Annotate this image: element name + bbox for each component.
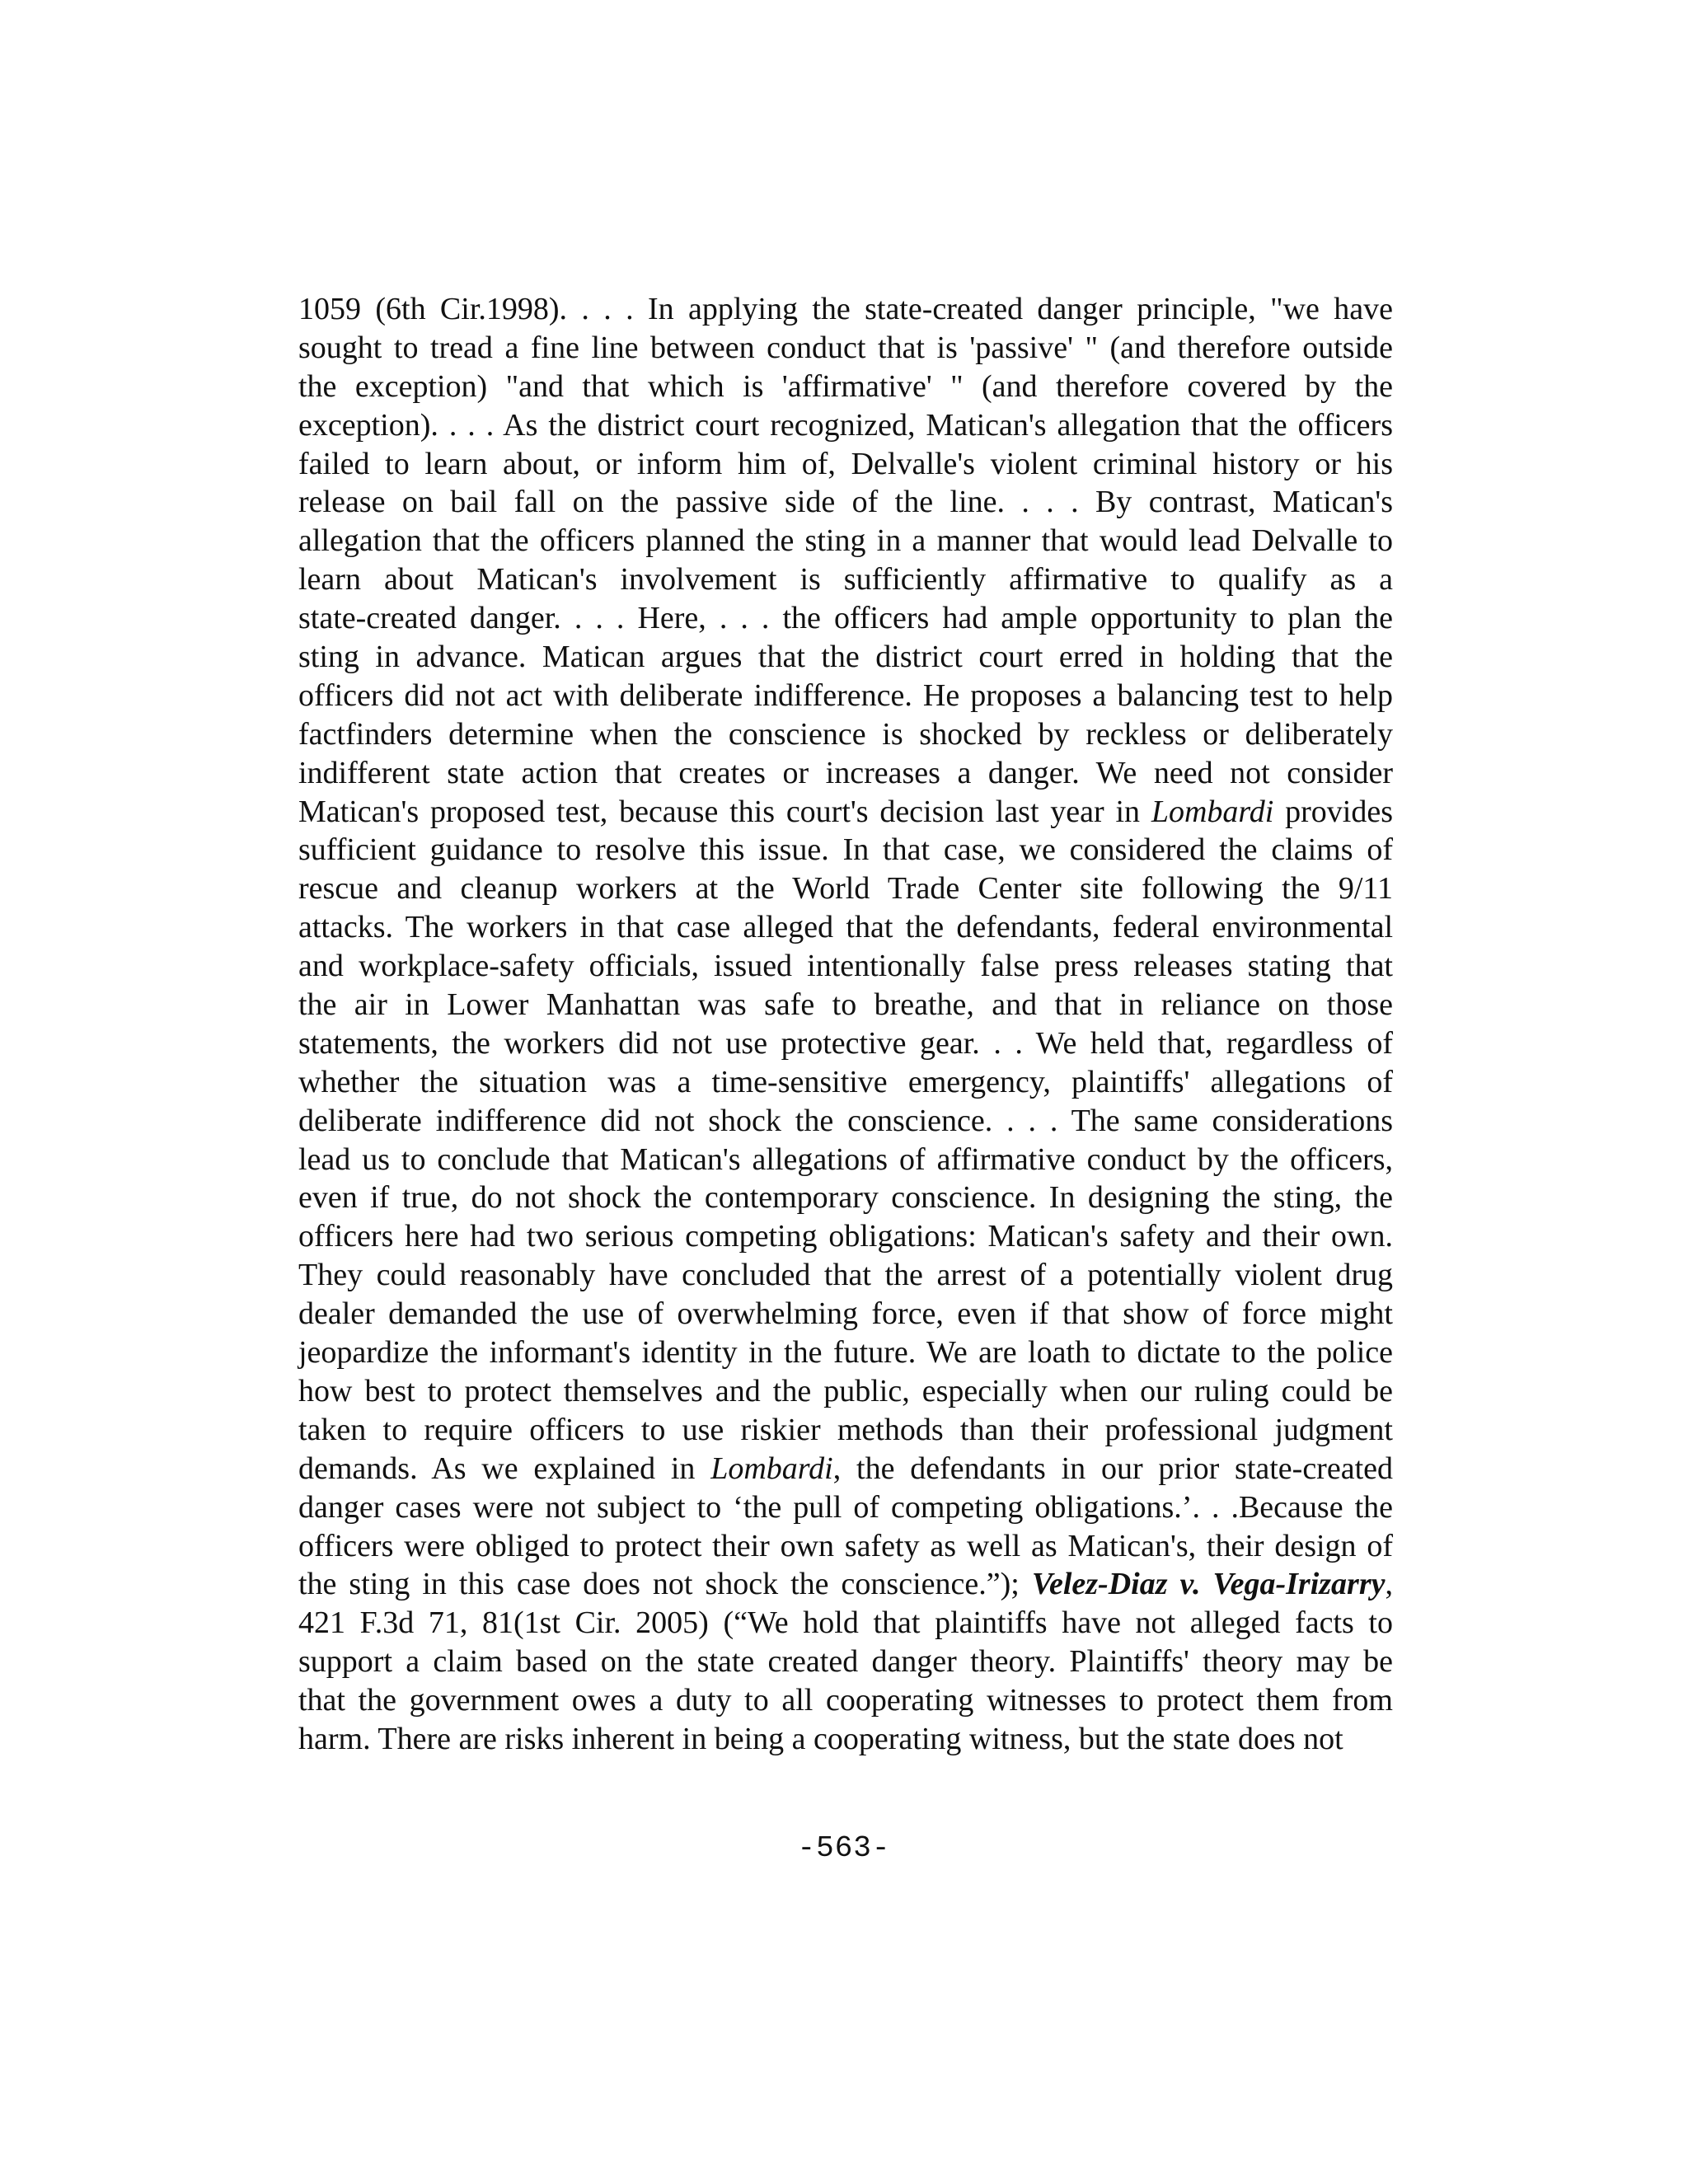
text-line: learn about Matican's involvement is sufficiently affirmative to qualify as a xyxy=(298,562,1393,598)
text-line: 1059 (6th Cir.1998). . . . In applying the state-created danger principle, "we have xyxy=(298,292,1393,326)
text-line: that the government owes a duty to all cooperating witnesses to protect them from xyxy=(298,1683,1393,1718)
text-line: the exception) "and that which is 'affirmative' " (and therefore covered by the xyxy=(298,368,1393,404)
text-segment: , xyxy=(1385,1567,1393,1602)
text-line: sought to tread a fine line between conduct that is 'passive' " (and therefore outside xyxy=(298,330,1393,365)
text-line: release on bail fall on the passive side of the line. . . . By contrast, Matican's xyxy=(298,485,1393,520)
text-line: They could reasonably have concluded that the arrest of a potentially violent drug xyxy=(298,1258,1393,1293)
text-line: even if true, do not shock the contemporary conscience. In designing the sting, the xyxy=(298,1180,1393,1216)
text-line: officers were obliged to protect their own safety as well as Matican's, their design of xyxy=(298,1528,1393,1563)
text-line xyxy=(298,1565,1393,1604)
text-line: lead us to conclude that Matican's allegations of affirmative conduct by the officers, xyxy=(298,1141,1393,1177)
text-line: statements, the workers did not use protective gear. . . We held that, regardless of xyxy=(298,1025,1393,1061)
text-line: harm. There are risks inherent in being a cooperating witness, but the state does not xyxy=(298,1721,1343,1756)
text-line: sting in advance. Matican argues that the district court erred in holding that the xyxy=(298,640,1393,675)
text-segment: Matican's proposed test, because this court's decision last year in xyxy=(298,794,1151,829)
text-line: officers here had two serious competing obligations: Matican's safety and their own. xyxy=(298,1219,1393,1254)
text-line: indifferent state action that creates or increases a danger. We need not consider xyxy=(298,755,1393,790)
text-line: 421 F.3d 71, 81(1st Cir. 2005) (“We hold that plaintiffs have not alleged facts to xyxy=(298,1605,1393,1641)
text-line: danger cases were not subject to ‘the pull of competing obligations.’. . .Because the xyxy=(298,1489,1393,1525)
text-line: attacks. The workers in that case alleged that the defendants, federal environmental xyxy=(298,910,1393,945)
body-text xyxy=(298,290,1393,1759)
text-line: and workplace-safety officials, issued intentionally false press releases stating that xyxy=(298,949,1393,984)
text-line: rescue and cleanup workers at the World Trade Center site following the 9/11 xyxy=(298,871,1393,907)
text-line: deliberate indifference did not shock the conscience. . . . The same considerations xyxy=(298,1103,1393,1138)
text-line: sufficient guidance to resolve this issue. In that case, we considered the claims of xyxy=(298,832,1393,868)
text-line: state-created danger. . . . Here, . . . the officers had ample opportunity to plan the xyxy=(298,601,1393,636)
text-line xyxy=(298,793,1393,832)
text-line: exception). . . . As the district court recognized, Matican's allegation that the officers xyxy=(298,407,1393,443)
text-line: dealer demanded the use of overwhelming force, even if that show of force might xyxy=(298,1296,1393,1332)
text-line xyxy=(298,1450,1393,1488)
text-line: support a claim based on the state created danger theory. Plaintiffs' theory may be xyxy=(298,1644,1393,1680)
italic-case-name: Lombardi xyxy=(1151,794,1274,829)
text-line: failed to learn about, or inform him of, Delvalle's violent criminal history or his xyxy=(298,446,1393,481)
text-line: jeopardize the informant's identity in the future. We are loath to dictate to the police xyxy=(298,1335,1393,1371)
text-line: officers did not act with deliberate indifference. He proposes a balancing test to help xyxy=(298,677,1393,713)
text-line: allegation that the officers planned the sting in a manner that would lead Delvalle to xyxy=(298,523,1393,559)
text-segment: provides xyxy=(1273,794,1393,829)
page-number: -563- xyxy=(797,1831,891,1865)
text-line: whether the situation was a time-sensitive emergency, plaintiffs' allegations of xyxy=(298,1064,1393,1099)
text-segment: demands. As we explained in xyxy=(298,1451,711,1486)
text-line: how best to protect themselves and the public, especially when our ruling could be xyxy=(298,1373,1393,1408)
italic-case-name: Lombardi xyxy=(710,1451,833,1486)
text-segment: , the defendants in our prior state-created xyxy=(832,1451,1393,1486)
case-citation-name: Velez-Diaz v. Vega-Irizarry xyxy=(1031,1567,1386,1602)
text-line: taken to require officers to use riskier methods than their professional judgment xyxy=(298,1412,1393,1447)
text-line: the air in Lower Manhattan was safe to breathe, and that in reliance on those xyxy=(298,987,1393,1023)
text-line: factfinders determine when the conscience is shocked by reckless or deliberately xyxy=(298,716,1393,752)
text-segment: the sting in this case does not shock the conscience.”); xyxy=(298,1567,1032,1602)
